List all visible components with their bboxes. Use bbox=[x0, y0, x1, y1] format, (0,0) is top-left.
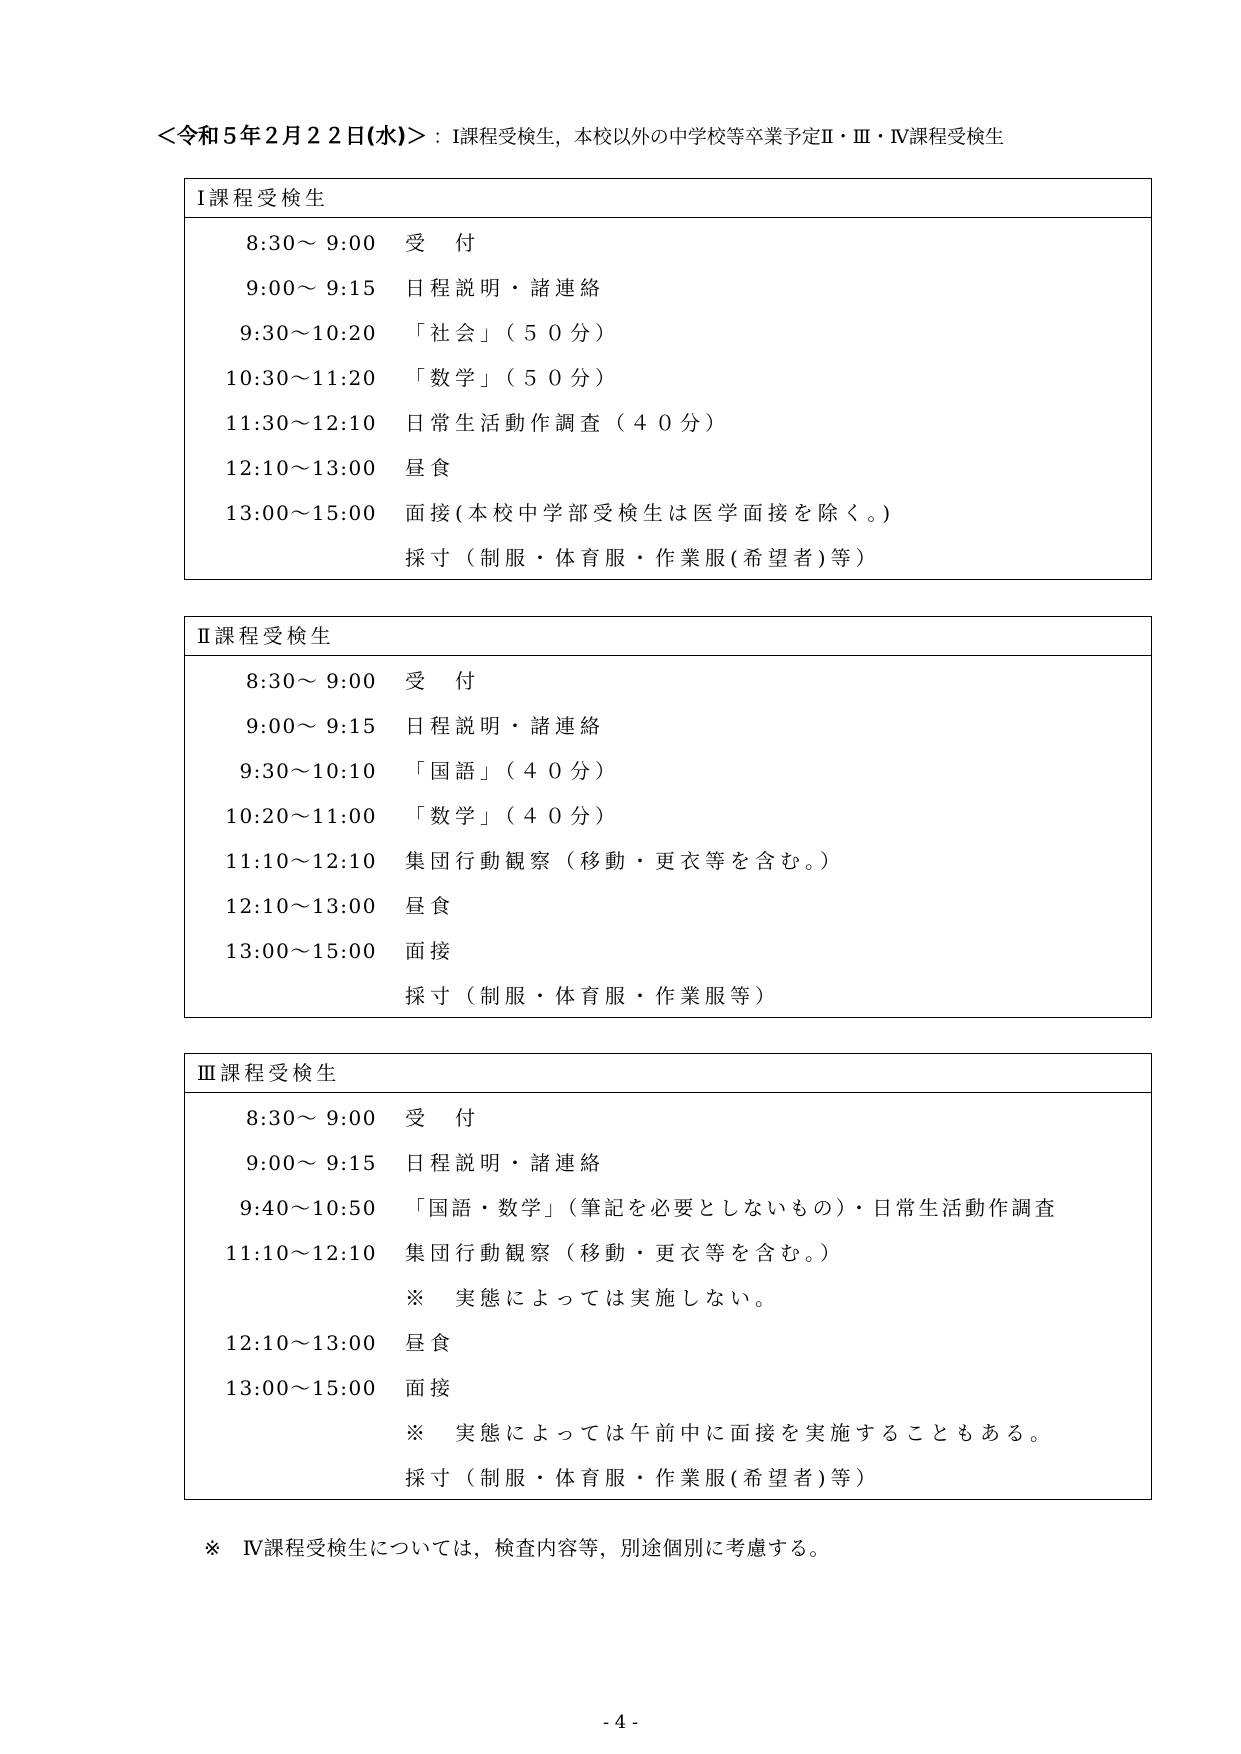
schedule-row bbox=[185, 1139, 1151, 1184]
row-activity: 受 付 bbox=[405, 1106, 480, 1130]
row-activity: 集団行動観察（移動・更衣等を含む。） bbox=[405, 849, 845, 873]
row-activity: 面接 bbox=[405, 1376, 455, 1400]
schedule-title: Ⅲ課程受検生 bbox=[185, 1054, 1151, 1093]
heading-date: ＜令和５年２月２２日(水)＞ bbox=[156, 124, 428, 148]
row-time: 12:10～13:00 bbox=[225, 1331, 377, 1355]
schedule-row bbox=[185, 1184, 1151, 1229]
row-time: 12:10～13:00 bbox=[225, 894, 377, 918]
schedule-row bbox=[185, 837, 1151, 882]
schedule-row bbox=[185, 309, 1151, 354]
row-time: 9:40～10:50 bbox=[239, 1196, 377, 1220]
row-activity: 採寸（制服・体育服・作業服等） bbox=[405, 984, 780, 1008]
row-activity: 「国語」（４０分） bbox=[405, 759, 620, 783]
schedule-row bbox=[185, 972, 1151, 1017]
row-activity: 受 付 bbox=[405, 231, 480, 255]
row-activity: 日程説明・諸連絡 bbox=[405, 276, 605, 300]
row-time: 11:10～12:10 bbox=[225, 1241, 377, 1265]
schedule-row bbox=[185, 657, 1151, 702]
row-activity: 昼食 bbox=[405, 894, 455, 918]
row-activity: 昼食 bbox=[405, 1331, 455, 1355]
row-activity: 受 付 bbox=[405, 669, 480, 693]
schedule-table-course-2 bbox=[184, 616, 1152, 1018]
row-activity: 「数学」（５０分） bbox=[405, 366, 620, 390]
row-time: 8:30～ 9:00 bbox=[245, 231, 377, 255]
row-activity: 採寸（制服・体育服・作業服(希望者)等） bbox=[405, 1466, 881, 1490]
schedule-row bbox=[185, 1229, 1151, 1274]
page-number: - 4 - bbox=[602, 1712, 639, 1733]
row-time: 9:00～ 9:15 bbox=[245, 714, 377, 738]
row-activity: ※ 実態によっては実施しない。 bbox=[405, 1286, 780, 1310]
row-time: 13:00～15:00 bbox=[225, 1376, 377, 1400]
schedule-row bbox=[185, 1319, 1151, 1364]
row-time: 13:00～15:00 bbox=[225, 501, 377, 525]
row-activity: 日程説明・諸連絡 bbox=[405, 714, 605, 738]
row-activity: 面接 bbox=[405, 939, 455, 963]
schedule-row bbox=[185, 882, 1151, 927]
schedule-row bbox=[185, 1409, 1151, 1454]
row-time: 13:00～15:00 bbox=[225, 939, 377, 963]
schedule-row bbox=[185, 444, 1151, 489]
schedule-row bbox=[185, 219, 1151, 264]
schedule-table-course-1 bbox=[184, 178, 1152, 580]
schedule-row bbox=[185, 354, 1151, 399]
row-time: 8:30～ 9:00 bbox=[245, 1106, 377, 1130]
page-heading bbox=[156, 120, 1004, 150]
schedule-row bbox=[185, 1274, 1151, 1319]
schedule-row bbox=[185, 399, 1151, 444]
row-activity: 集団行動観察（移動・更衣等を含む。） bbox=[405, 1241, 845, 1265]
row-time: 9:30～10:20 bbox=[239, 321, 377, 345]
row-activity: 「社会」（５０分） bbox=[405, 321, 620, 345]
row-activity: 採寸（制服・体育服・作業服(希望者)等） bbox=[405, 546, 881, 570]
schedule-title: Ⅰ課程受検生 bbox=[185, 179, 1151, 218]
row-activity: 日程説明・諸連絡 bbox=[405, 1151, 605, 1175]
schedule-title: Ⅱ課程受検生 bbox=[185, 617, 1151, 656]
schedule-row bbox=[185, 927, 1151, 972]
schedule-row bbox=[185, 1094, 1151, 1139]
schedule-row bbox=[185, 1454, 1151, 1499]
row-time: 8:30～ 9:00 bbox=[245, 669, 377, 693]
schedule-row bbox=[185, 702, 1151, 747]
schedule-row bbox=[185, 1364, 1151, 1409]
schedule-row bbox=[185, 264, 1151, 309]
row-time: 9:30～10:10 bbox=[239, 759, 377, 783]
row-activity: 昼食 bbox=[405, 456, 455, 480]
heading-description: ：Ⅰ課程受検生，本校以外の中学校等卒業予定Ⅱ・Ⅲ・Ⅳ課程受検生 bbox=[433, 126, 1004, 148]
row-activity: 「数学」（４０分） bbox=[405, 804, 620, 828]
footnote: ※ Ⅳ課程受検生については，検査内容等，別途個別に考慮する。 bbox=[204, 1536, 831, 1560]
row-time: 11:30～12:10 bbox=[225, 411, 377, 435]
row-activity: ※ 実態によっては午前中に面接を実施することもある。 bbox=[405, 1421, 1055, 1445]
row-time: 11:10～12:10 bbox=[225, 849, 377, 873]
row-time: 10:20～11:00 bbox=[225, 804, 377, 828]
schedule-row bbox=[185, 792, 1151, 837]
row-activity: 面接(本校中学部受検生は医学面接を除く。) bbox=[405, 501, 896, 525]
row-activity: 日常生活動作調査（４０分） bbox=[405, 411, 730, 435]
schedule-row bbox=[185, 747, 1151, 792]
schedule-row bbox=[185, 534, 1151, 579]
row-time: 10:30～11:20 bbox=[225, 366, 377, 390]
row-time: 9:00～ 9:15 bbox=[245, 1151, 377, 1175]
row-time: 12:10～13:00 bbox=[225, 456, 377, 480]
row-time: 9:00～ 9:15 bbox=[245, 276, 377, 300]
schedule-table-course-3 bbox=[184, 1053, 1152, 1500]
schedule-row bbox=[185, 489, 1151, 534]
row-activity: 「国語・数学」（筆記を必要としないもの）・日常生活動作調査 bbox=[405, 1196, 1058, 1220]
